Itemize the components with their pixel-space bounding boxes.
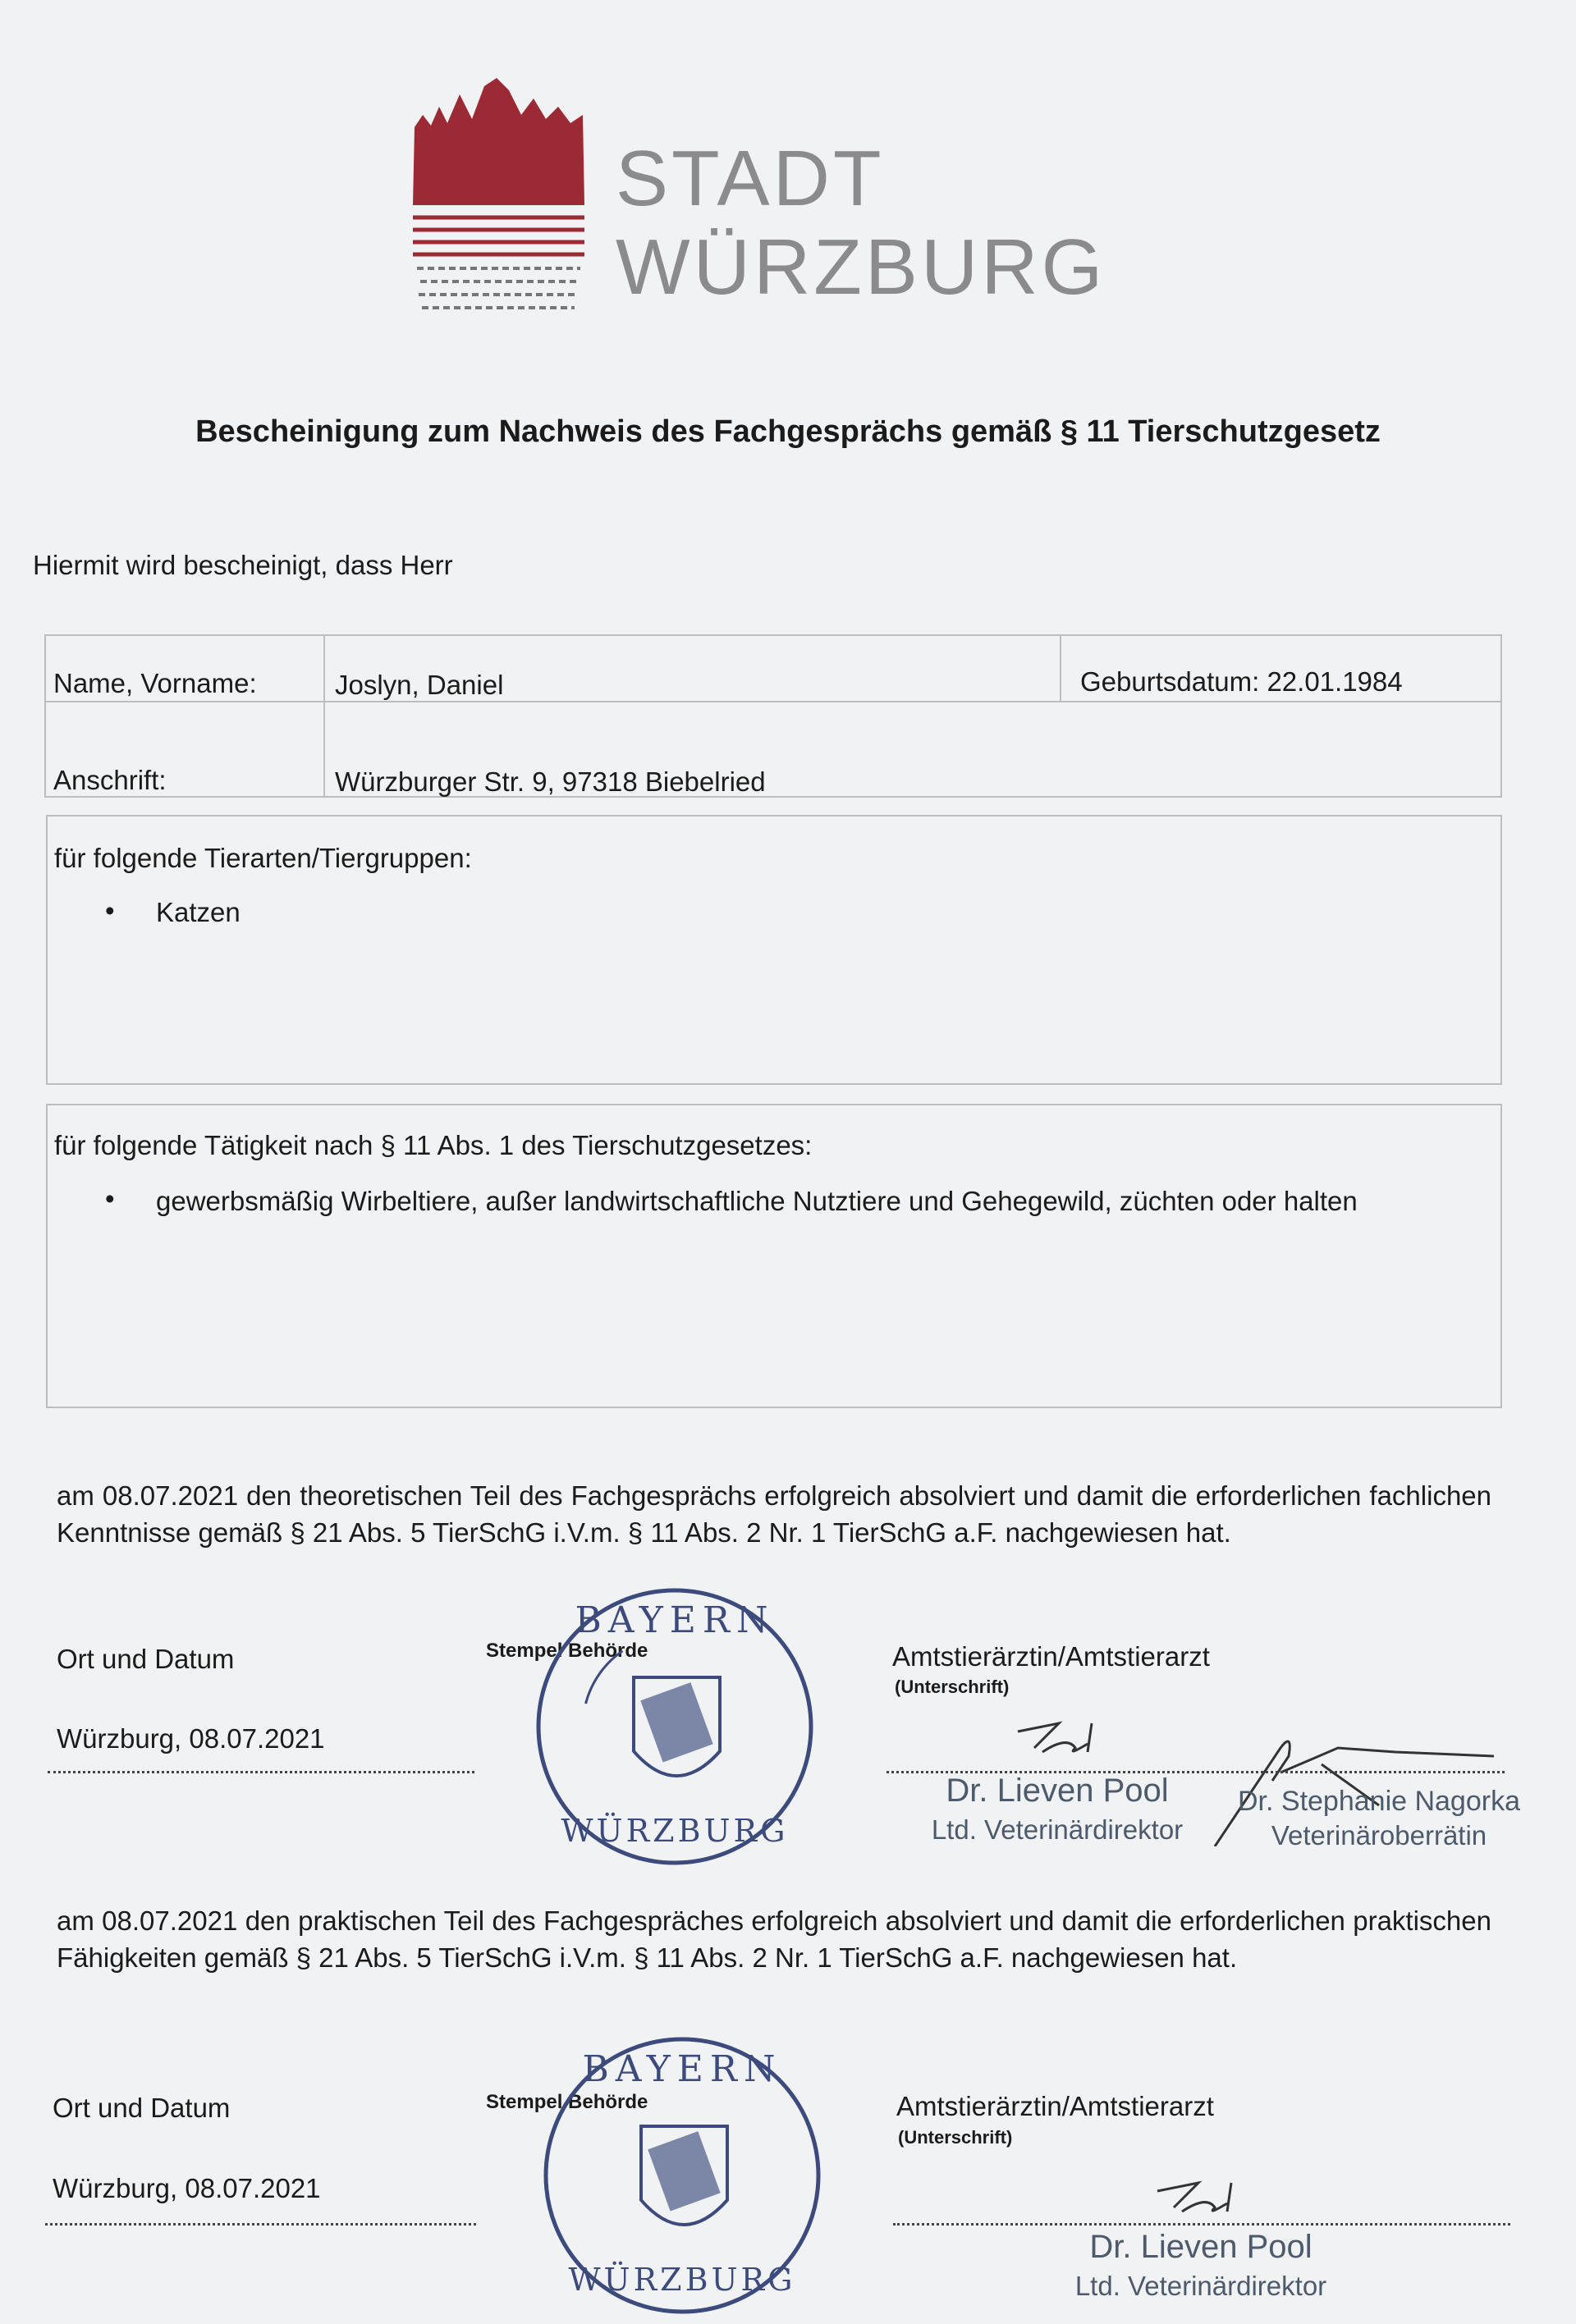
name-value: Joslyn, Daniel <box>335 670 504 700</box>
place-label: Ort und Datum <box>53 2093 231 2123</box>
official-label: Amtstierärztin/Amtstierarzt <box>892 1641 1210 1672</box>
intro-text: Hiermit wird bescheinigt, dass Herr <box>33 550 453 580</box>
name-label: Name, Vorname: <box>53 668 257 698</box>
svg-text:WÜRZBURG: WÜRZBURG <box>561 1813 789 1849</box>
birthdate: Geburtsdatum: 22.01.1984 <box>1080 666 1403 697</box>
document-title: Bescheinigung zum Nachweis des Fachgesprächs gemäß § 11 Tierschutzgesetz <box>195 414 1381 449</box>
signer2-name: Dr. Stephanie Nagorka <box>1238 1786 1520 1817</box>
place-date: Würzburg, 08.07.2021 <box>57 1723 325 1754</box>
signer1-name: Dr. Lieven Pool <box>1089 2229 1313 2265</box>
logo-text-stadt: STADT <box>616 135 885 222</box>
practice-text: am 08.07.2021 den praktischen Teil des Fachgespräches erfolgreich absolviert und damit die erforderlichen praktischen Fähigkeiten gemäß § 21 Abs. 5 TierSchG i.V.m. § 11 Abs. 2 Nr. 1 TierSchG a.F. nachgewiesen hat. <box>57 1905 1491 1973</box>
signature-note: (Unterschrift) <box>895 1677 1010 1697</box>
person-table <box>44 634 1502 798</box>
theory-text: am 08.07.2021 den theoretischen Teil des Fachgesprächs erfolgreich absolviert und damit die erforderlichen fachlichen Kenntnisse gemäß § 21 Abs. 5 TierSchG i.V.m. § 11 Abs. 2 Nr. 1 TierSchG a.F. nachgewiesen hat. <box>57 1480 1491 1548</box>
handwritten-signature-icon <box>1149 2175 1272 2224</box>
activity-label: für folgende Tätigkeit nach § 11 Abs. 1 des Tierschutzgesetzes: <box>54 1130 813 1160</box>
official-stamp-icon <box>543 2036 822 2315</box>
svg-text:BAYERN: BAYERN <box>575 1599 775 1641</box>
signature-note: (Unterschrift) <box>898 2127 1013 2148</box>
activity-item: gewerbsmäßig Wirbeltiere, außer landwirtschaftliche Nutztiere und Gehegewild, züchten oder halten <box>156 1186 1358 1216</box>
divider <box>44 701 1502 702</box>
animal-item: Katzen <box>156 897 241 927</box>
official-label: Amtstierärztin/Amtstierarzt <box>896 2091 1214 2121</box>
bullet-icon: • <box>105 895 115 926</box>
logo-text-wuerzburg: WÜRZBURG <box>616 223 1106 311</box>
place-date: Würzburg, 08.07.2021 <box>53 2173 321 2203</box>
dotted-line <box>48 1771 474 1773</box>
signer1-title: Ltd. Veterinärdirektor <box>1074 2271 1327 2301</box>
animals-label: für folgende Tierarten/Tiergruppen: <box>54 843 472 873</box>
signature-line <box>893 2223 1510 2226</box>
svg-text:BAYERN: BAYERN <box>582 2048 782 2090</box>
place-label: Ort und Datum <box>57 1644 235 1674</box>
signer2-title: Veterinäroberrätin <box>1271 1820 1487 1851</box>
address-value: Würzburger Str. 9, 97318 Biebelried <box>335 766 766 797</box>
address-label: Anschrift: <box>53 765 167 795</box>
divider <box>1060 634 1061 701</box>
city-logo-icon <box>410 78 587 316</box>
svg-text:WÜRZBURG: WÜRZBURG <box>568 2262 796 2298</box>
divider <box>323 634 325 798</box>
stamp-label: Stempel Behörde <box>486 1640 648 1662</box>
bullet-icon: • <box>105 1183 115 1214</box>
dotted-line <box>45 2223 476 2226</box>
signer1-name: Dr. Lieven Pool <box>946 1773 1169 1809</box>
stamp-label: Stempel Behörde <box>486 2091 648 2113</box>
official-stamp-icon <box>535 1587 814 1866</box>
signer1-title: Ltd. Veterinärdirektor <box>931 1814 1184 1845</box>
